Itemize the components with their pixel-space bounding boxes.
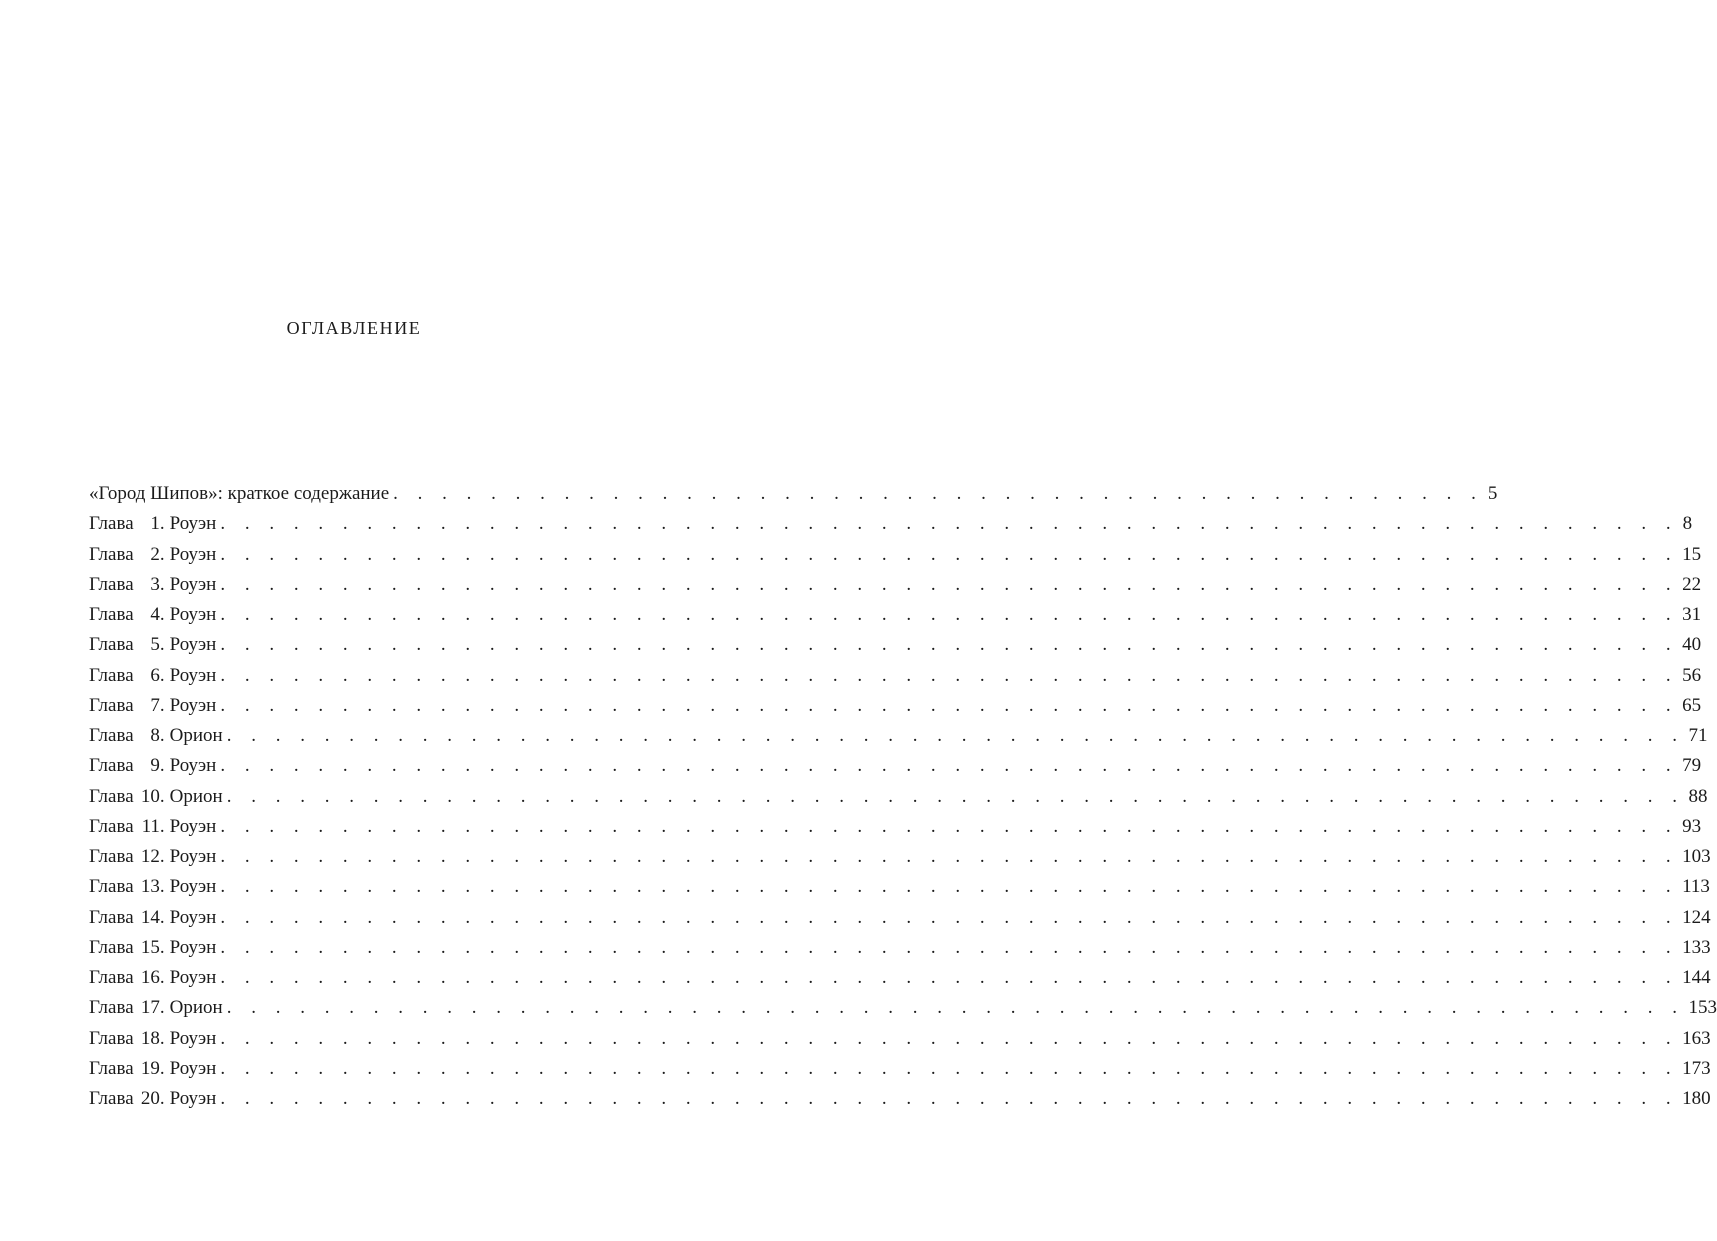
chapter-narrator: Роуэн [169, 846, 217, 867]
toc-entry-chapter[interactable] [89, 600, 1702, 630]
chapter-word: Глава [89, 906, 134, 928]
toc-entry-chapter[interactable] [89, 782, 1708, 812]
dot-leader: . . . . . . . . . . . . . . . . . . . . . . . . . . . . . . . . . . . . . . . . . . . . . . . . . . . . . . . . . . . . [220, 573, 1679, 595]
chapter-word: Глава [89, 785, 134, 807]
dot-leader: . . . . . . . . . . . . . . . . . . . . . . . . . . . . . . . . . . . . . . . . . . . . . . . . . . . . . . . . . . . . [220, 755, 1679, 777]
toc-entry-title [89, 721, 223, 751]
chapter-word: Глава [89, 846, 134, 867]
chapter-narrator: Роуэн [169, 1057, 217, 1079]
toc-entry-title [89, 872, 216, 902]
chapter-word: Глава [89, 573, 134, 595]
chapter-number: 17. [140, 997, 165, 1019]
chapter-narrator: Роуэн [169, 634, 217, 656]
toc-entry-title [89, 600, 216, 630]
chapter-word: Глава [89, 1027, 134, 1049]
toc-entry-chapter[interactable] [89, 842, 1711, 872]
toc-entry-title: «Город Шипов»: краткое содержание [89, 483, 390, 504]
toc-entry-chapter[interactable] [89, 540, 1702, 570]
chapter-narrator: Роуэн [169, 967, 217, 988]
chapter-number: 10. [140, 785, 165, 807]
chapter-word: Глава [89, 936, 134, 958]
table-of-contents [89, 479, 1717, 1114]
dot-leader: . . . . . . . . . . . . . . . . . . . . . . . . . . . . . . . . . . . . . . . . . . . . . . . . . . . . . . . . . . . . [220, 543, 1679, 565]
chapter-number: 3. [150, 573, 165, 595]
dot-leader: . . . . . . . . . . . . . . . . . . . . . . . . . . . . . . . . . . . . . . . . . . . . . . . . . . . . . . . . . . . . [226, 997, 1685, 1019]
dot-leader: . . . . . . . . . . . . . . . . . . . . . . . . . . . . . . . . . . . . . . . . . . . . . . . . . . . . . . . . . . . . [220, 967, 1679, 988]
chapter-number: 13. [140, 876, 165, 898]
chapter-narrator: Орион [169, 997, 223, 1019]
toc-page-number: 22 [1682, 573, 1702, 595]
chapter-number: 19. [140, 1057, 165, 1079]
chapter-narrator: Роуэн [169, 1027, 217, 1049]
chapter-narrator: Роуэн [169, 694, 217, 716]
dot-leader: . . . . . . . . . . . . . . . . . . . . . . . . . . . . . . . . . . . . . . . . . . . . . . . . . . . . . . . . . . . . [220, 634, 1679, 656]
toc-entry-title [89, 540, 216, 570]
chapter-word: Глава [89, 815, 134, 837]
chapter-word: Глава [89, 694, 134, 716]
dot-leader: . . . . . . . . . . . . . . . . . . . . . . . . . . . . . . . . . . . . . . . . . . . . . [393, 483, 1484, 504]
chapter-number: 7. [150, 694, 165, 716]
toc-entry-chapter[interactable] [89, 691, 1702, 721]
chapter-number: 2. [150, 543, 165, 565]
chapter-narrator: Роуэн [169, 936, 217, 958]
dot-leader: . . . . . . . . . . . . . . . . . . . . . . . . . . . . . . . . . . . . . . . . . . . . . . . . . . . . . . . . . . . . [220, 1057, 1679, 1079]
toc-page-number: 163 [1682, 1027, 1711, 1049]
toc-page-number: 133 [1682, 936, 1711, 958]
toc-page-number: 144 [1682, 967, 1711, 988]
toc-entry-title [89, 630, 216, 660]
chapter-narrator: Роуэн [169, 573, 217, 595]
toc-page-number: 88 [1688, 785, 1708, 807]
toc-entry-chapter[interactable] [89, 721, 1708, 751]
chapter-word: Глава [89, 755, 134, 777]
toc-entry-chapter[interactable] [89, 993, 1717, 1023]
dot-leader: . . . . . . . . . . . . . . . . . . . . . . . . . . . . . . . . . . . . . . . . . . . . . . . . . . . . . . . . . . . . [226, 725, 1685, 746]
toc-entry-chapter[interactable] [89, 812, 1702, 842]
toc-entry-title [89, 1054, 216, 1084]
chapter-narrator: Роуэн [169, 815, 217, 837]
chapter-word: Глава [89, 604, 134, 625]
toc-page-number: 113 [1682, 876, 1710, 898]
chapter-number: 20. [140, 1088, 165, 1109]
chapter-number: 16. [140, 967, 165, 988]
chapter-narrator: Роуэн [169, 1088, 217, 1109]
chapter-narrator: Роуэн [169, 906, 217, 928]
chapter-word: Глава [89, 543, 134, 565]
toc-entry-chapter[interactable] [89, 872, 1710, 902]
toc-entry-chapter[interactable] [89, 903, 1711, 933]
chapter-word: Глава [89, 997, 134, 1019]
chapter-narrator: Роуэн [169, 604, 217, 625]
toc-page-number: 65 [1682, 694, 1702, 716]
toc-entry-title [89, 691, 216, 721]
chapter-narrator: Орион [169, 785, 223, 807]
chapter-number: 12. [140, 846, 165, 867]
toc-page-number: 31 [1682, 604, 1702, 625]
toc-page-number: 40 [1682, 634, 1702, 656]
toc-entry-chapter[interactable] [89, 570, 1702, 600]
chapter-narrator: Роуэн [169, 543, 217, 565]
page-title: ОГЛАВЛЕНИЕ [286, 318, 422, 338]
chapter-number: 4. [150, 604, 165, 625]
toc-page-number: 153 [1688, 997, 1717, 1019]
chapter-word: Глава [89, 634, 134, 656]
chapter-number: 5. [150, 634, 165, 656]
chapter-word: Глава [89, 664, 134, 686]
toc-entry-chapter[interactable] [89, 933, 1711, 963]
chapter-number: 9. [150, 755, 165, 777]
toc-page-number: 56 [1682, 664, 1702, 686]
dot-leader: . . . . . . . . . . . . . . . . . . . . . . . . . . . . . . . . . . . . . . . . . . . . . . . . . . . . . . . . . . . . [226, 785, 1685, 807]
chapter-narrator: Роуэн [169, 755, 217, 777]
dot-leader: . . . . . . . . . . . . . . . . . . . . . . . . . . . . . . . . . . . . . . . . . . . . . . . . . . . . . . . . . . . . [220, 664, 1679, 686]
chapter-narrator: Роуэн [169, 513, 217, 535]
toc-entry-chapter[interactable] [89, 661, 1702, 691]
toc-page-number: 5 [1487, 483, 1498, 504]
toc-entry-title [89, 1084, 216, 1114]
toc-page-number: 124 [1682, 906, 1711, 928]
dot-leader: . . . . . . . . . . . . . . . . . . . . . . . . . . . . . . . . . . . . . . . . . . . . . . . . . . . . . . . . . . . . [220, 604, 1679, 625]
toc-entry-title [89, 963, 216, 993]
toc-entry-title [89, 782, 223, 812]
toc-page-number: 79 [1682, 755, 1702, 777]
toc-page-number: 173 [1682, 1057, 1711, 1079]
toc-page-number: 8 [1682, 513, 1693, 535]
dot-leader: . . . . . . . . . . . . . . . . . . . . . . . . . . . . . . . . . . . . . . . . . . . . . . . . . . . . . . . . . . . . [220, 936, 1679, 958]
dot-leader: . . . . . . . . . . . . . . . . . . . . . . . . . . . . . . . . . . . . . . . . . . . . . . . . . . . . . . . . . . . . [220, 906, 1679, 928]
toc-entry-title [89, 751, 216, 781]
chapter-narrator: Роуэн [169, 876, 217, 898]
toc-entry-summary[interactable] [89, 479, 1498, 509]
dot-leader: . . . . . . . . . . . . . . . . . . . . . . . . . . . . . . . . . . . . . . . . . . . . . . . . . . . . . . . . . . . . [220, 513, 1679, 535]
toc-entry-title [89, 842, 216, 872]
chapter-word: Глава [89, 725, 134, 746]
chapter-word: Глава [89, 876, 134, 898]
chapter-number: 11. [141, 815, 165, 837]
toc-entry-chapter[interactable] [89, 1054, 1711, 1084]
dot-leader: . . . . . . . . . . . . . . . . . . . . . . . . . . . . . . . . . . . . . . . . . . . . . . . . . . . . . . . . . . . . [220, 815, 1679, 837]
toc-entry-title [89, 661, 216, 691]
toc-page-number: 15 [1682, 543, 1702, 565]
chapter-word: Глава [89, 967, 134, 988]
toc-entry-title [89, 812, 216, 842]
toc-page-number: 93 [1682, 815, 1702, 837]
toc-entry-title [89, 903, 216, 933]
toc-page-number: 180 [1682, 1088, 1711, 1109]
toc-page-number: 71 [1688, 725, 1708, 746]
chapter-word: Глава [89, 1088, 134, 1109]
chapter-narrator: Роуэн [169, 664, 217, 686]
toc-entry-chapter[interactable] [89, 630, 1702, 660]
chapter-number: 14. [140, 906, 165, 928]
toc-entry-title [89, 993, 223, 1023]
toc-page-number: 103 [1682, 846, 1711, 867]
toc-entry-title [89, 1024, 216, 1054]
dot-leader: . . . . . . . . . . . . . . . . . . . . . . . . . . . . . . . . . . . . . . . . . . . . . . . . . . . . . . . . . . . . [220, 1088, 1679, 1109]
toc-entry-title [89, 509, 216, 539]
chapter-number: 6. [150, 664, 165, 686]
chapter-narrator: Орион [169, 725, 223, 746]
toc-entry-chapter[interactable] [89, 963, 1711, 993]
dot-leader: . . . . . . . . . . . . . . . . . . . . . . . . . . . . . . . . . . . . . . . . . . . . . . . . . . . . . . . . . . . . [220, 1027, 1679, 1049]
chapter-word: Глава [89, 513, 134, 535]
chapter-number: 18. [140, 1027, 165, 1049]
toc-entry-chapter[interactable] [89, 1024, 1711, 1054]
dot-leader: . . . . . . . . . . . . . . . . . . . . . . . . . . . . . . . . . . . . . . . . . . . . . . . . . . . . . . . . . . . . [220, 876, 1679, 898]
chapter-number: 15. [140, 936, 165, 958]
toc-entry-chapter[interactable] [89, 751, 1702, 781]
toc-entry-chapter[interactable] [89, 509, 1693, 539]
chapter-number: 8. [150, 725, 165, 746]
toc-entry-title [89, 933, 216, 963]
toc-entry-chapter[interactable] [89, 1084, 1711, 1114]
dot-leader: . . . . . . . . . . . . . . . . . . . . . . . . . . . . . . . . . . . . . . . . . . . . . . . . . . . . . . . . . . . . [220, 694, 1679, 716]
dot-leader: . . . . . . . . . . . . . . . . . . . . . . . . . . . . . . . . . . . . . . . . . . . . . . . . . . . . . . . . . . . . [220, 846, 1679, 867]
chapter-number: 1. [150, 513, 165, 535]
toc-entry-title [89, 570, 216, 600]
chapter-word: Глава [89, 1057, 134, 1079]
